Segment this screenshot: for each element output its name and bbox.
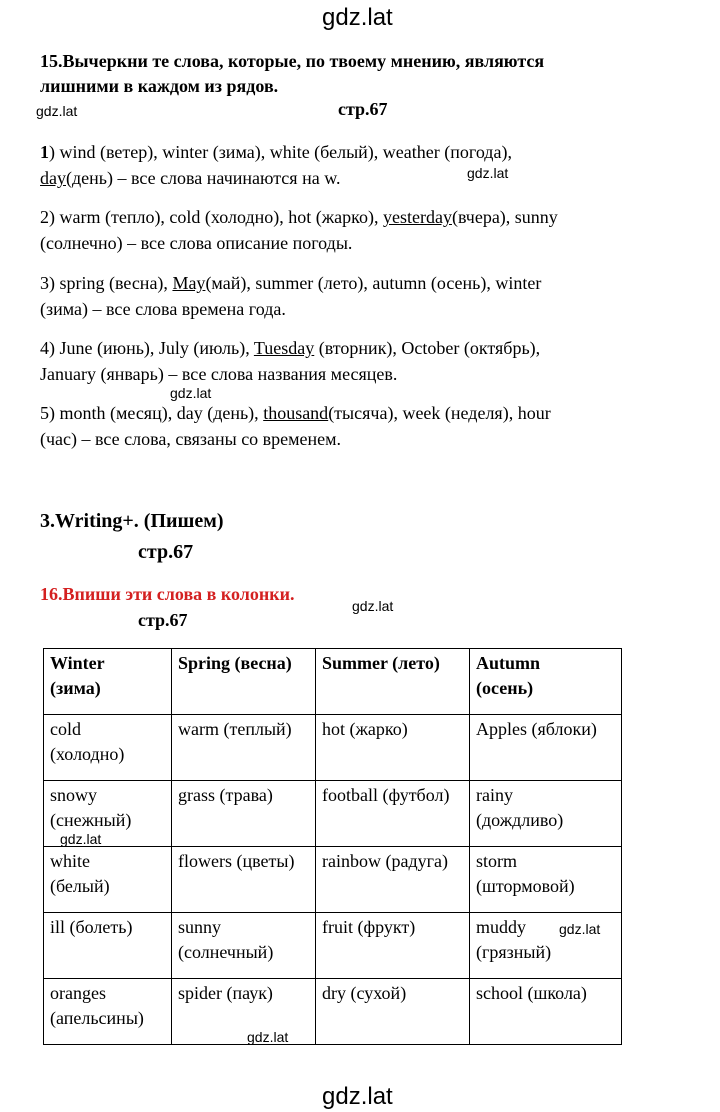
table-row — [44, 715, 622, 781]
table-cell: ill (болеть) — [44, 913, 172, 979]
table-cell: sunny (солнечный) — [172, 913, 316, 979]
odd-word: thousand — [263, 403, 329, 423]
exercise-15-title: 15.Вычеркни те слова, которые, по твоему мнению, являются лишними в каждом из рядов. — [40, 51, 545, 96]
odd-word: May — [172, 273, 206, 293]
table-cell: cold (холодно) — [44, 715, 172, 781]
table-cell: dry (сухой) — [316, 979, 470, 1045]
column-header-summer: Summer (лето) — [316, 649, 470, 715]
table-cell: rainy (дождливо) — [470, 781, 622, 847]
answer-item-2: 2) warm (тепло), cold (холодно), hot (жарко), yesterday(вчера), sunny (солнечно) – все слова описание погоды. — [40, 207, 558, 253]
watermark-top: gdz.lat — [322, 4, 393, 31]
table-row — [44, 781, 622, 847]
table-row — [44, 847, 622, 913]
exercise-16-title: 16.Впиши эти слова в колонки. — [40, 584, 295, 604]
watermark: gdz.lat — [467, 165, 509, 181]
table-cell: school (школа) — [470, 979, 622, 1045]
table-cell: snowy (снежный) — [44, 781, 172, 847]
page-reference: стр.67 — [338, 99, 388, 119]
column-header-spring: Spring (весна) — [172, 649, 316, 715]
watermark: gdz.lat — [352, 598, 394, 614]
table-cell: flowers (цветы) — [172, 847, 316, 913]
table-cell: grass (трава) — [172, 781, 316, 847]
page-reference: стр.67 — [138, 610, 188, 630]
table-cell: fruit (фрукт) — [316, 913, 470, 979]
watermark-bottom: gdz.lat — [322, 1083, 393, 1110]
table-cell: football (футбол) — [316, 781, 470, 847]
table-cell: rainbow (радуга) — [316, 847, 470, 913]
table-row — [44, 913, 622, 979]
page-reference: стр.67 — [138, 541, 194, 563]
odd-word: Tuesday — [253, 338, 315, 358]
watermark: gdz.lat — [60, 831, 102, 847]
table-cell: storm (штормовой) — [470, 847, 622, 913]
watermark: gdz.lat — [170, 385, 212, 401]
answer-item-3: 3) spring (весна), May(май), summer (лето), autumn (осень), winter (зима) – все слова времена года. — [40, 273, 542, 319]
answer-item-4: 4) June (июнь), July (июль), Tuesday (вторник), October (октябрь), January (январь) – все слова названия месяцев. — [40, 338, 541, 384]
odd-word: day — [40, 168, 66, 188]
odd-word: yesterday — [383, 207, 452, 227]
table-cell: oranges (апельсины) — [44, 979, 172, 1045]
section-title: 3.Writing+. (Пишем) — [40, 510, 224, 532]
table-cell: Apples (яблоки) — [470, 715, 622, 781]
table-cell: muddy (грязный) — [470, 913, 622, 979]
watermark: gdz.lat — [247, 1029, 289, 1045]
watermark: gdz.lat — [36, 103, 78, 119]
seasons-table — [43, 648, 622, 1045]
table-row — [44, 979, 622, 1045]
column-header-winter: Winter (зима) — [44, 649, 172, 715]
table-cell: white (белый) — [44, 847, 172, 913]
table-cell: spider (паук) — [172, 979, 316, 1045]
table-header-row — [44, 649, 622, 715]
column-header-autumn: Autumn (осень) — [470, 649, 622, 715]
answer-item-1: 1) wind (ветер), winter (зима), white (белый), weather (погода), day(день) – все слова начинаются на w. — [40, 142, 512, 188]
table-cell: hot (жарко) — [316, 715, 470, 781]
answer-item-5: 5) month (месяц), day (день), thousand(тысяча), week (неделя), hour (час) – все слова, связаны со временем. — [40, 403, 551, 449]
watermark: gdz.lat — [559, 921, 601, 937]
table-cell: warm (теплый) — [172, 715, 316, 781]
